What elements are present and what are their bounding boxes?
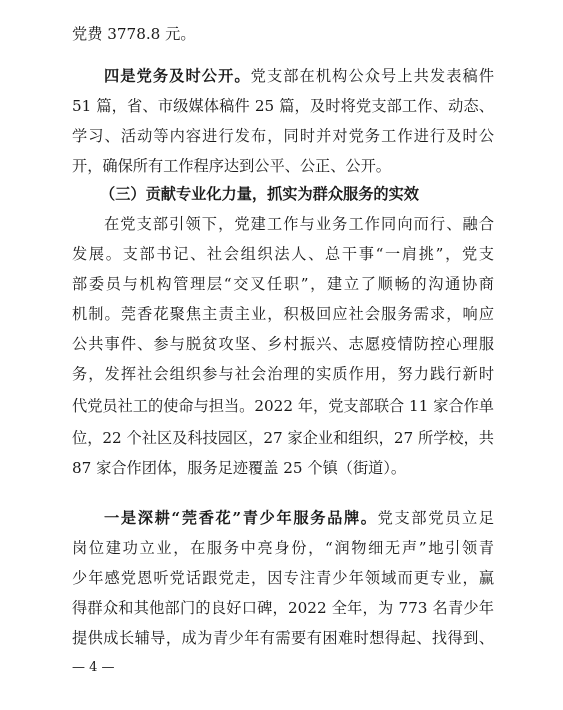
- line-text: 务，发挥社会组织参与社会治理的实质作用，努力践行新时: [72, 365, 494, 383]
- paragraph-line: [72, 392, 494, 420]
- line-text: 发展。支部书记、社会组织法人、总干事“一肩挑”，党支: [72, 245, 494, 263]
- paragraph-line: [72, 594, 494, 622]
- line-text: 提供成长辅导，成为青少年有需要有困难时想得起、找得到、: [72, 629, 494, 647]
- page-number: — 4 —: [72, 660, 115, 675]
- subheading-youth-brand: 一是深耕“莞香花”青少年服务品牌。: [104, 509, 378, 527]
- section-heading-3: （三）贡献专业化力量，抓实为群众服务的实效: [100, 185, 419, 203]
- line-text: 党费 3778.8 元。: [72, 25, 196, 43]
- line-text: 51 篇，省、市级媒体稿件 25 篇，及时将党支部工作、动态、: [72, 97, 494, 115]
- paragraph-line: [72, 92, 494, 120]
- paragraph-line: [72, 424, 494, 452]
- line-text: 位，22 个社区及科技园区，27 家企业和组织，27 所学校，共: [72, 429, 494, 447]
- line-text: 87 家合作团体，服务足迹覆盖 25 个镇（街道）。: [72, 459, 407, 477]
- paragraph-line: [72, 454, 494, 482]
- subheading-party-affairs: 四是党务及时公开。: [104, 67, 251, 85]
- heading-line-party-affairs: [104, 62, 494, 90]
- line-text: 学习、活动等内容进行发布，同时并对党务工作进行及时公: [72, 127, 494, 145]
- line-text: 得群众和其他部门的良好口碑，2022 全年，为 773 名青少年: [72, 599, 494, 617]
- paragraph-line: [72, 20, 494, 48]
- section-heading-line: [100, 180, 494, 208]
- line-text: 党支部在机构公众号上共发表稿件: [250, 67, 495, 85]
- line-text: 部委员与机构管理层“交叉任职”，建立了顺畅的沟通协商: [72, 275, 494, 293]
- paragraph-line: [72, 330, 494, 358]
- paragraph-line: [104, 210, 494, 238]
- paragraph-line: [72, 152, 494, 180]
- line-text: 开，确保所有工作程序达到公平、公正、公开。: [72, 157, 391, 175]
- line-text: 代党员社工的使命与担当。2022 年，党支部联合 11 家合作单: [72, 397, 494, 415]
- line-text: 岗位建功立业，在服务中亮身份，“润物细无声”地引领青: [72, 539, 494, 557]
- heading-line-youth-brand: [104, 504, 494, 532]
- line-text: 少年感党恩听党话跟党走，因专注青少年领域而更专业，赢: [72, 569, 494, 587]
- line-text: 党支部党员立足: [377, 509, 494, 527]
- paragraph-line: [72, 534, 494, 562]
- paragraph-line: [72, 564, 494, 592]
- paragraph-line: [72, 122, 494, 150]
- paragraph-line: [72, 624, 494, 652]
- paragraph-line: [72, 300, 494, 328]
- paragraph-line: [72, 360, 494, 388]
- line-text: 公共事件、参与脱贫攻坚、乡村振兴、志愿疫情防控心理服: [72, 335, 494, 353]
- line-text: 在党支部引领下，党建工作与业务工作同向而行、融合: [104, 215, 494, 233]
- paragraph-line: [72, 270, 494, 298]
- line-text: 机制。莞香花聚焦主责主业，积极回应社会服务需求，响应: [72, 305, 494, 323]
- paragraph-line: [72, 240, 494, 268]
